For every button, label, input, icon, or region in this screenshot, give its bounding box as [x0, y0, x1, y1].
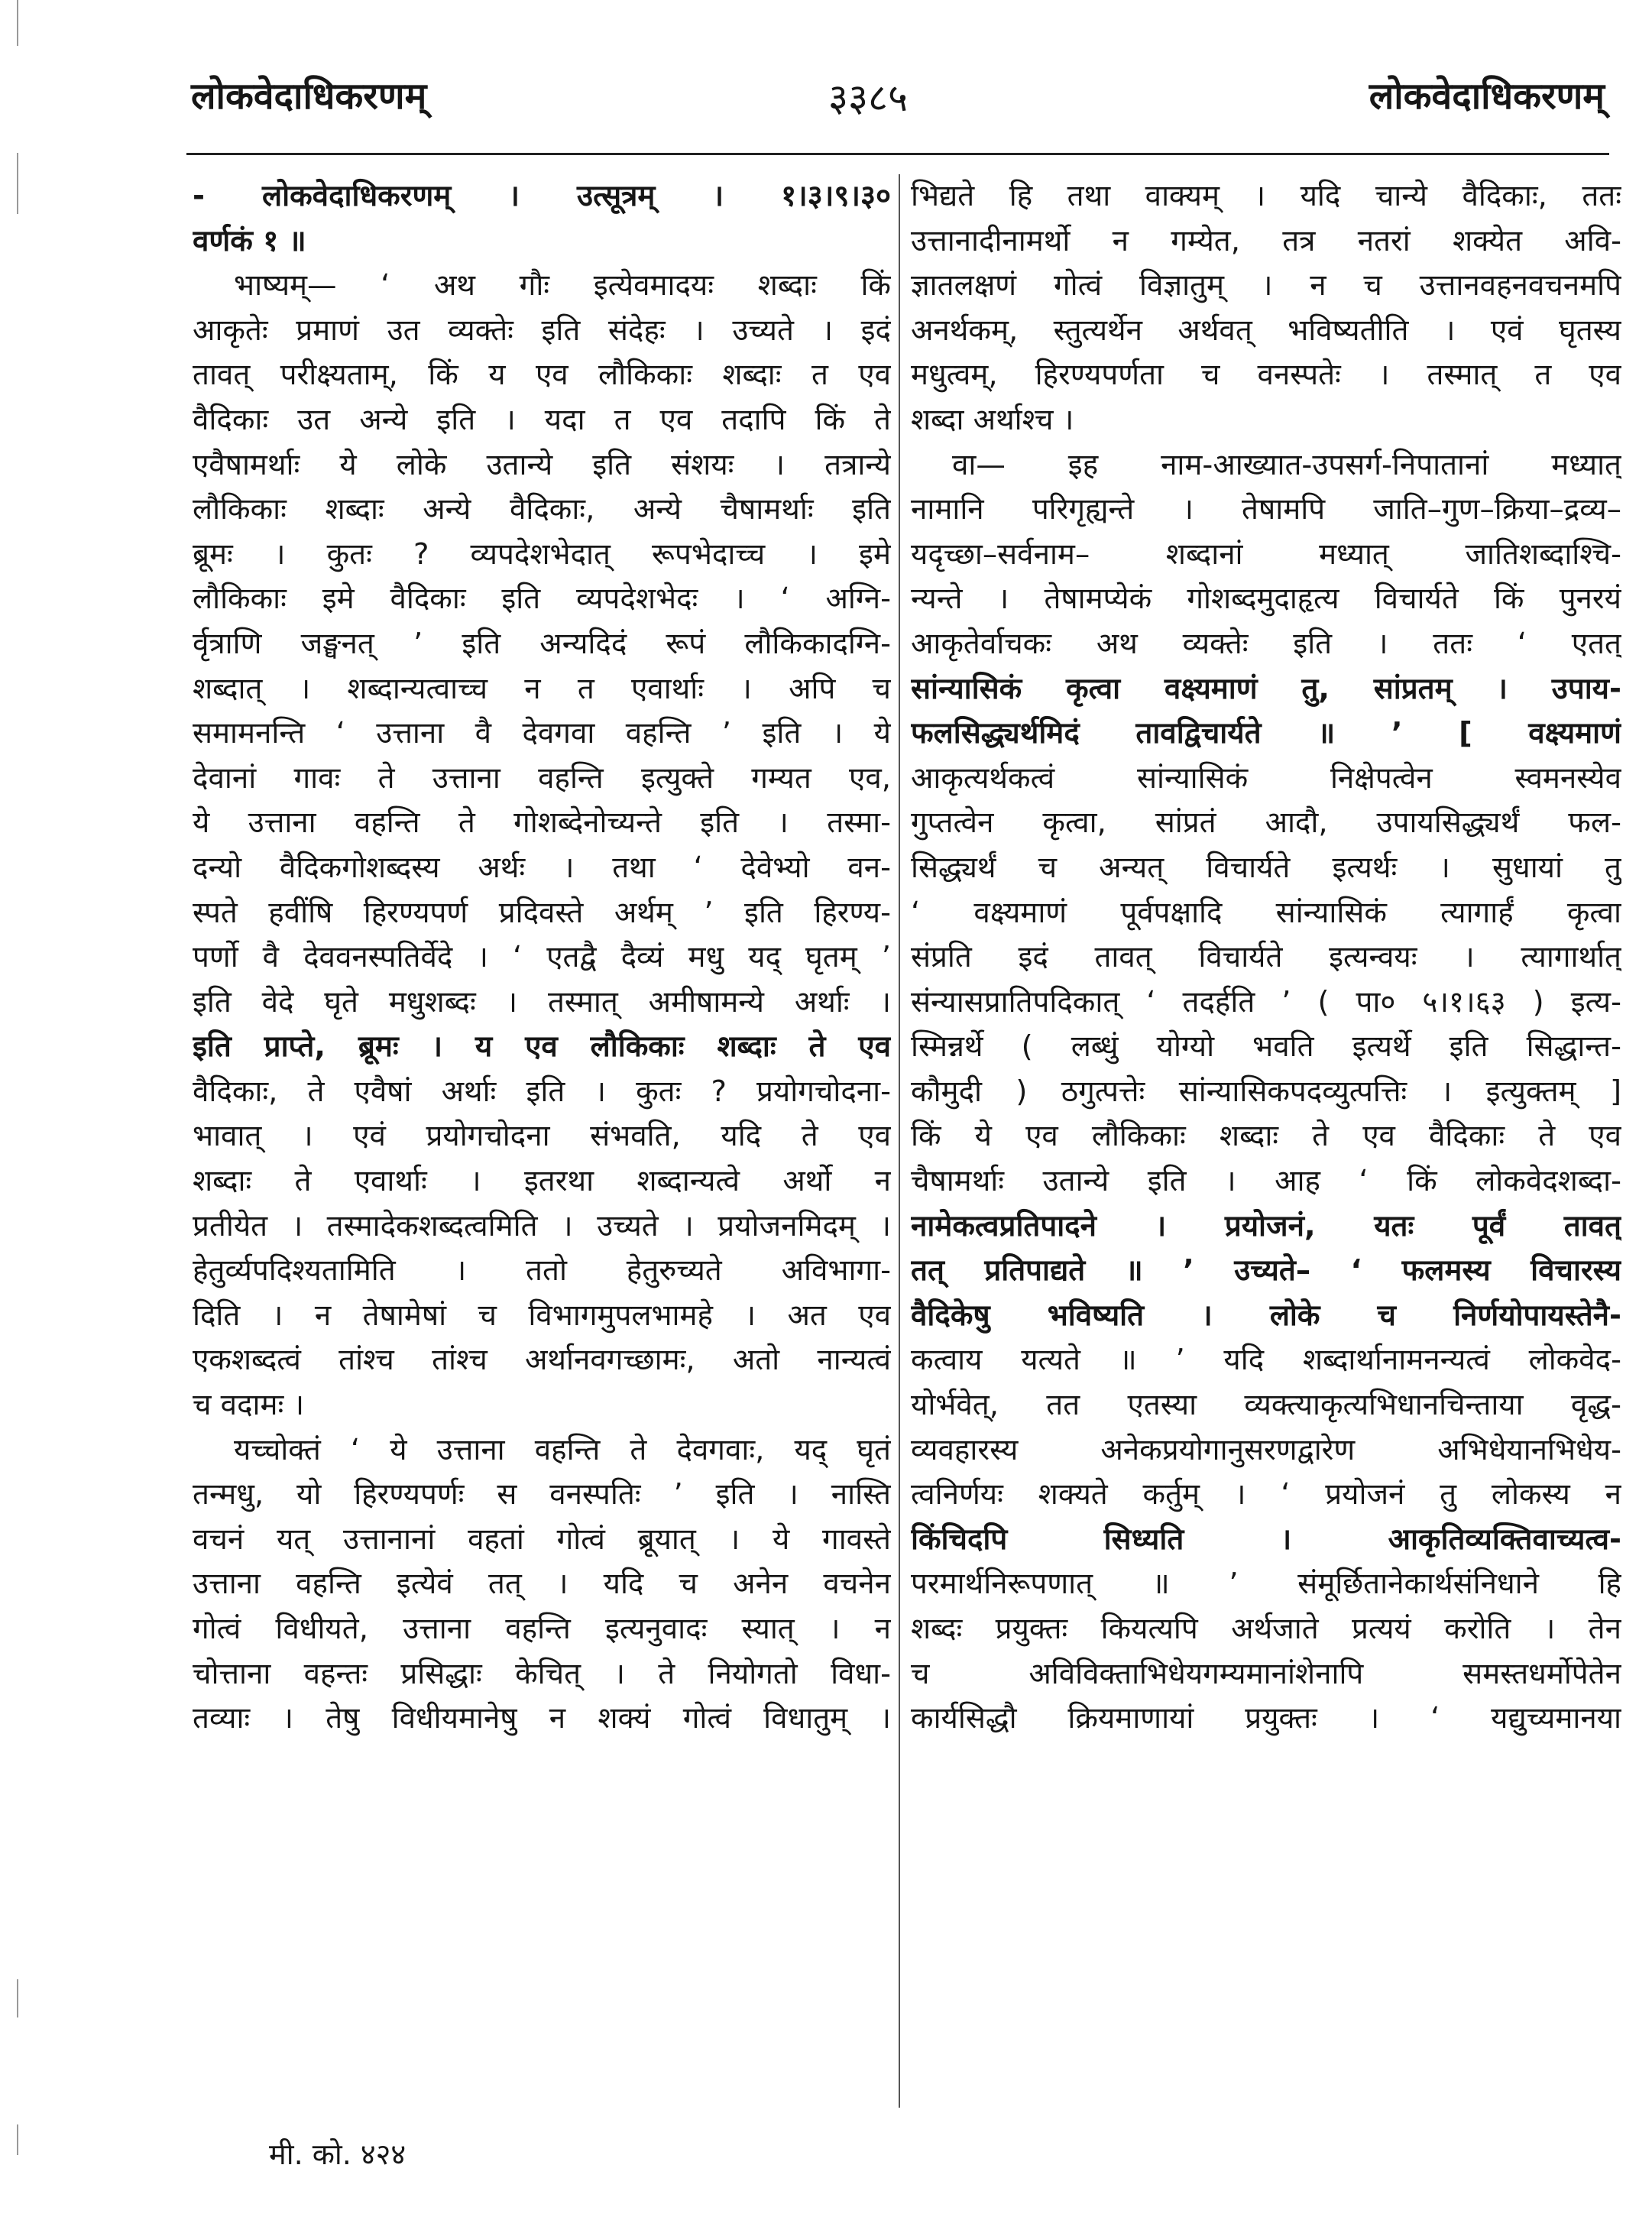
text-line: ज्ञातलक्षणं गोत्वं विज्ञातुम् । न च उत्तानवहनवचनमपि: [911, 268, 1621, 303]
text-line: वर्णकं १ ॥: [193, 223, 306, 258]
text-line: योर्भवेत्, तत एतस्या व्यक्त्याकृत्यभिधानचिन्ताया वृद्ध-: [911, 1388, 1621, 1423]
text-line: व्यवहारस्य अनेकप्रयोगानुसरणद्वारेण अभिधेयानभिधेय-: [911, 1432, 1621, 1467]
text-line: ब्रूमः । कुतः ? व्यपदेशभेदात् रूपभेदाच्च । इमे: [193, 536, 891, 572]
text-line: कौमुदी ) ठगुत्पत्तेः सांन्यासिकपदव्युत्पत्तिः । इत्युक्तम् ]: [911, 1074, 1621, 1109]
text-line: परमार्थनिरूपणात् ॥ ’ संमूर्छितानेकार्थसंनिधाने हि: [911, 1567, 1621, 1602]
footer-signature: मी. को. ४२४: [269, 2137, 407, 2171]
text-line: इति प्राप्ते, ब्रूमः । य एव लौकिकाः शब्दाः ते एव: [193, 1029, 891, 1065]
page-number: ३३८५: [828, 76, 908, 120]
text-line: उत्तानादीनामर्थो न गम्येत, तत्र नतरां शक्येत अवि-: [911, 223, 1621, 258]
text-line: किं ये एव लौकिकाः शब्दाः ते एव वैदिकाः ते एव: [911, 1119, 1621, 1154]
text-line: वैदिकेषु भविष्यति । लोके च निर्णयोपायस्तेनै-: [911, 1298, 1621, 1333]
text-line: तव्याः । तेषु विधीयमानेषु न शक्यं गोत्वं विधातुम् ।: [193, 1701, 891, 1736]
text-line: देवानां गावः ते उत्ताना वहन्ति इत्युक्ते गम्यत एव,: [193, 760, 891, 796]
text-line: पर्णो वै देववनस्पतिर्वेदे । ‘ एतद्वै दैव्यं मधु यद् घृतम् ’: [193, 940, 891, 975]
text-line: यच्चोक्तं ‘ ये उत्ताना वहन्ति ते देवगवाः, यद् घृतं: [234, 1432, 891, 1467]
running-title-left: लोकवेदाधिकरणम्: [191, 75, 427, 118]
text-line: कार्यसिद्धौ क्रियमाणायां प्रयुक्तः । ‘ यद्युच्यमानया: [911, 1701, 1621, 1736]
text-line: समामनन्ति ‘ उत्ताना वै देवगवा वहन्ति ’ इति । ये: [193, 716, 891, 751]
text-line: नामेकत्वप्रतिपादने । प्रयोजनं, यतः पूर्वं तावत्: [911, 1208, 1621, 1243]
text-line: तन्मधु, यो हिरण्यपर्णः स वनस्पतिः ’ इति । नास्ति: [193, 1477, 891, 1512]
margin-mark: [17, 2124, 18, 2155]
text-line: दन्यो वैदिकगोशब्दस्य अर्थः । तथा ‘ देवेभ्यो वन-: [193, 850, 891, 885]
text-line: चोत्ताना वहन्तः प्रसिद्धाः केचित् । ते नियोगतो विधा-: [193, 1656, 891, 1691]
text-line: आकृतेः प्रमाणं उत व्यक्तेः इति संदेहः । उच्यते । इदं: [193, 313, 891, 348]
text-line: सिद्ध्यर्थं च अन्यत् विचार्यते इत्यर्थः । सुधायां तु: [911, 850, 1621, 885]
running-title-right: लोकवेदाधिकरणम्: [1369, 75, 1605, 118]
text-line: आकृत्यर्थकत्वं सांन्यासिकं निक्षेपत्वेन स्वमनस्येव: [911, 760, 1621, 796]
text-line: अनर्थकम्, स्तुत्यर्थेन अर्थवत् भविष्यतीति । एवं घृतस्य: [911, 313, 1621, 348]
text-line: शब्दाः ते एवार्थाः । इतरथा शब्दान्यत्वे अर्थो न: [193, 1164, 891, 1199]
text-line: कत्वाय यत्यते ॥ ’ यदि शब्दार्थानामनन्यत्वं लोकवेद-: [911, 1343, 1621, 1378]
text-line: वैदिकाः उत अन्ये इति । यदा त एव तदापि किं ते: [193, 402, 891, 437]
text-line: त्वनिर्णयः शक्यते कर्तुम् । ‘ प्रयोजनं तु लोकस्य न: [911, 1477, 1621, 1512]
text-line: भाष्यम्— ‘ अथ गौः इत्येवमादयः शब्दाः किं: [234, 268, 891, 303]
text-line: गुप्तत्वेन कृत्वा, सांप्रतं आदौ, उपायसिद्ध्यर्थं फल-: [911, 805, 1621, 841]
text-line: भिद्यते हि तथा वाक्यम् । यदि चान्ये वैदिकाः, ततः: [911, 179, 1621, 213]
left-column: [193, 174, 891, 1742]
text-line: प्रतीयेत । तस्मादेकशब्दत्वमिति । उच्यते । प्रयोजनमिदम् ।: [193, 1208, 891, 1243]
text-line: हेतुर्व्यपदिश्यतामिति । ततो हेतुरुच्यते अविभागा-: [193, 1253, 891, 1288]
text-line: इति वेदे घृते मधुशब्दः । तस्मात् अमीषामन्ये अर्थाः ।: [193, 984, 891, 1019]
text-line: ये उत्ताना वहन्ति ते गोशब्देनोच्यन्ते इति । तस्मा-: [193, 805, 891, 841]
text-line: किंचिदपि सिध्यति । आकृतिव्यक्तिवाच्यत्व-: [911, 1522, 1621, 1557]
text-line: वैदिकाः, ते एवैषां अर्थाः इति । कुतः ? प्रयोगचोदना-: [193, 1074, 891, 1109]
text-line: सांन्यासिकं कृत्वा वक्ष्यमाणं तु, सांप्रतम् । उपाय-: [911, 671, 1621, 706]
text-line: आकृतेर्वाचकः अथ व्यक्तेः इति । ततः ‘ एतत्: [911, 626, 1621, 661]
text-line: शब्दा अर्थाश्च ।: [911, 402, 1074, 437]
text-line: ‘ वक्ष्यमाणं पूर्वपक्षादि सांन्यासिकं त्यागार्हं कृत्वा: [911, 895, 1621, 930]
margin-mark: [17, 1979, 18, 2017]
text-line: भावात् । एवं प्रयोगचोदना संभवति, यदि ते एव: [193, 1119, 891, 1154]
text-line: स्मिन्नर्थे ( लब्धुं योग्यो भवति इत्यर्थे इति सिद्धान्त-: [911, 1029, 1621, 1065]
text-line: एवैषामर्थाः ये लोके उतान्ये इति संशयः । तत्रान्ये: [193, 447, 891, 482]
column-divider: [899, 174, 900, 2108]
right-column: [911, 174, 1621, 1742]
text-line: तत् प्रतिपाद्यते ॥ ’ उच्यते– ‘ फलमस्य विचारस्य: [911, 1253, 1621, 1288]
text-line: उत्ताना वहन्ति इत्येवं तत् । यदि च अनेन वचनेन: [193, 1567, 891, 1602]
text-line: फलसिद्ध्यर्थमिदं तावद्विचार्यते ॥ ’ [ वक्ष्यमाणं: [911, 716, 1621, 751]
text-line: नामानि परिगृह्यन्ते । तेषामपि जाति–गुण–क्रिया–द्रव्य–: [911, 492, 1621, 527]
text-line: च वदामः ।: [193, 1388, 305, 1423]
text-line: वा— इह नाम-आख्यात-उपसर्ग-निपातानां मध्यात्: [952, 447, 1621, 482]
text-line: शब्दः प्रयुक्तः कियत्यपि अर्थजाते प्रत्ययं करोति । तेन: [911, 1612, 1621, 1646]
text-line: दिति । न तेषामेषां च विभागमुपलभामहे । अत एव: [193, 1298, 891, 1333]
text-line: तावत् परीक्ष्यताम्, किं य एव लौकिकाः शब्दाः त एव: [193, 358, 891, 393]
header-rule: [186, 153, 1609, 155]
text-line: लौकिकाः इमे वैदिकाः इति व्यपदेशभेदः । ‘ अग्नि-: [193, 582, 891, 617]
margin-mark: [17, 153, 18, 214]
margin-mark: [17, 0, 18, 46]
text-line: स्पते हवींषि हिरण्यपर्ण प्रदिवस्ते अर्थम् ’ इति हिरण्य-: [193, 895, 891, 930]
text-line: चैषामर्थाः उतान्ये इति । आह ‘ किं लोकवेदशब्दा-: [911, 1164, 1621, 1199]
text-line: गोत्वं विधीयते, उत्ताना वहन्ति इत्यनुवादः स्यात् । न: [193, 1612, 891, 1646]
text-line: वचनं यत् उत्तानानां वहतां गोत्वं ब्रूयात् । ये गावस्ते: [193, 1522, 891, 1557]
text-line: च अविविक्ताभिधेयगम्यमानांशेनापि समस्तधर्मोपेतेन: [911, 1656, 1621, 1691]
text-line: संन्यासप्रातिपदिकात् ‘ तदर्हति ’ ( पा० ५।१।६३ ) इत्य-: [911, 984, 1621, 1019]
text-line: शब्दात् । शब्दान्यत्वाच्च न त एवार्थाः । अपि च: [193, 671, 891, 706]
text-line: न्यन्ते । तेषामप्येकं गोशब्दमुदाहृत्य विचार्यते किं पुनरयं: [911, 582, 1621, 617]
text-line: लौकिकाः शब्दाः अन्ये वैदिकाः, अन्ये चैषामर्थाः इति: [193, 492, 891, 527]
text-line: यदृच्छा–सर्वनाम– शब्दानां मध्यात् जातिशब्दाश्चि-: [911, 536, 1621, 572]
text-line: मधुत्वम्, हिरण्यपर्णता च वनस्पतेः । तस्मात् त एव: [911, 358, 1621, 393]
text-line: संप्रति इदं तावत् विचार्यते इत्यन्वयः । त्यागार्थात्: [911, 940, 1621, 975]
text-line: - लोकवेदाधिकरणम् । उत्सूत्रम् । १।३।९।३०: [193, 179, 891, 213]
text-line: एकशब्दत्वं तांश्च तांश्च अर्थानवगच्छामः, अतो नान्यत्वं: [193, 1343, 891, 1378]
text-line: र्वृत्राणि जङ्घनत् ’ इति अन्यदिदं रूपं लौकिकादग्नि-: [193, 626, 891, 661]
